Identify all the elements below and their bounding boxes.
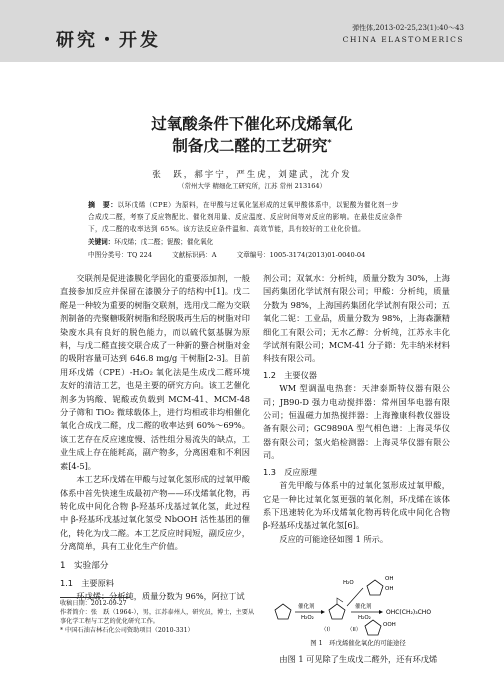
abstract-label: 摘 要：	[88, 200, 118, 209]
epoxide-ring	[329, 604, 345, 619]
affiliation: （常州大学 精细化工研究所，江苏 常州 213164）	[177, 182, 326, 190]
footnote	[60, 599, 255, 635]
abstract-line-1: 摘 要：以环戊烯（CPE）为原料，在甲酸与过氧化氢形成的过氧甲酸体系中，以铌酸为催化剂一步	[88, 200, 399, 209]
diol-ring	[367, 580, 383, 595]
instruments-paragraph: WM 型调温电热套：天津泰斯特仪器有限公司；JB90-D 强力电动搅拌器：常州国华电器有限公司；恒温磁力加热搅拌器：上海豫康科教仪器设备有限公司；GC9890A 型气相色谱：上海灵华仪器有限公司；氢火焰检测器：上海灵华仪器有限公司。	[263, 383, 450, 461]
clc-number: 中图分类号：TQ 224	[88, 251, 153, 259]
epoxide-bridge	[337, 598, 343, 604]
reaction-scheme-figure	[263, 566, 453, 642]
title-line-2	[0, 134, 504, 156]
catalyst-label-2: 催化剂	[355, 604, 372, 610]
subheading-principle: 1.3 反应原理	[263, 466, 317, 477]
article-number: 文章编号：1005-3174(2013)01-0040-04	[236, 251, 366, 259]
classification-meta	[88, 249, 428, 259]
principle-figure-ref: 反应的可能途径如图 1 所示。	[279, 533, 389, 544]
label-i: （I）	[321, 627, 334, 633]
journal-info	[343, 22, 464, 46]
footnote-received: 收稿日期：2012-09-27	[60, 600, 127, 607]
footnote-rule	[60, 597, 130, 598]
authors: 张 跃，郝宇宁，严生虎，刘建武，沈介发	[152, 170, 352, 180]
principle-paragraph: 首先甲酸与体系中的过氧化氢形成过氧甲酸，它是一种比过氧化氢更强的氧化剂，环戊烯在该体系下迅速转化为环戊烯氧化物再转化成中间化合物 β-羟基环戊基过氧化氢[6]。	[263, 480, 450, 531]
intro-paragraph-2: 本工艺环戊烯在甲酸与过氧化氢形成的过氧甲酸体系中首先快速生成最初产物——环戊烯氧化物，再转化成中间化合物 β-羟基环戊基过氧化氢，此过程中 β-羟基环戊基过氧化氢受 NbOOH 活性基团的催化，转化为戊二醛。本工艺反应时间短，副反应少，分离简单，具有工业化生产价值。	[60, 474, 250, 552]
arrow-2-head	[379, 610, 383, 614]
abstract	[88, 199, 424, 235]
catalyst-label-1: 催化剂	[298, 604, 315, 610]
cyclopentene-ring	[275, 604, 291, 619]
hydroperoxide-ring	[365, 620, 381, 635]
keywords	[88, 236, 213, 246]
journal-citation: 弹性体,2013-02-25,23(1):40～43	[352, 24, 464, 32]
footnote-fund: * 中国石油吉林石化公司资助项目（2010-331）	[60, 627, 194, 634]
section-heading-experimental: 1 实验部分	[60, 560, 109, 571]
footnote-author: 作者简介：张 跃（1964-），男，江苏泰州人，研究员，博士，主要从事化学工程与工艺的优化研究工作。	[60, 609, 255, 625]
subheading-instruments: 1.2 主要仪器	[263, 369, 317, 380]
figure-caption: 图 1 环戊烯催化氧化的可能途径	[310, 639, 406, 647]
closing-line: 由图 1 可见除了生成戊二醛外，还有环戊烯	[279, 654, 438, 664]
materials-paragraph: 环戊烯：分析纯，质量分数为 96%，阿拉丁试	[76, 591, 245, 602]
left-column	[60, 272, 250, 604]
hydroperoxide-ooh: OOH	[383, 622, 396, 628]
title-line-2-text: 制备戊二醛的工艺研究	[172, 137, 328, 155]
materials-paragraph-cont: 剂公司；双氧水：分析纯，质量分数为 30%，上海国药集团化学试剂有限公司；甲酸：分析纯，质量分数为 98%，上海国药集团化学试剂有限公司；五氧化二铌：工业品，质量分数为 98%，上海森灏精细化工有限公司；无水乙醇：分析纯，江苏永丰化学试剂有限公司；MCM-41 分子筛：先丰纳米材料科技有限公司。	[263, 273, 450, 364]
journal-header	[0, 0, 504, 62]
title-footnote-mark: *	[327, 137, 332, 147]
diol-oh-1: OH	[385, 576, 394, 582]
reagent-label-1: H₂O₂	[301, 615, 314, 621]
subheading-materials: 1.1 主要原料	[60, 577, 114, 588]
abstract-line-2: 合成戊二醛，考察了反应物配比、催化剂用量、反应温度、反应时间等对反应的影响。在最佳反应条件	[88, 213, 403, 221]
document-code: 文献标识码：A	[172, 251, 217, 259]
product-label: OHC(CH₂)₃CHO	[386, 609, 432, 616]
keywords-label: 关键词：	[88, 238, 115, 246]
intro-paragraph-1: 交联剂是促进漆膜化学固化的重要添加剂，一般直接参加反应并保留在漆膜分子的结构中[1]。戊二醛是一种较为重要的树脂交联剂，选用戊二醛为交联剂制备的壳聚糖吸附树脂和经脱吸再生后的树脂对印染废水具有良好的脱色能力，而以硫代氨基脲为原料，与戊二醛直接交联合成了一种新的螯合树脂对金的吸附容量可达到 646.8 mg/g 干树脂[2-3]。目前用环戊烯（CPE）-H₂O₂ 氧化法是生成戊二醛环境友好的清洁工艺，也是主要的研究方向。该工艺催化剂多为钨酸、铌酸或负载到 MCM-41、MCM-48 分子筛和 TiO₂ 微球载体上，进行均相或非均相催化氧化合成戊二醛，戊二醛的收率达到 60%～69%。该工艺存在反应速度慢、活性组分易流失的缺点，工业生成上存在能耗高，副产物多，分离困难和不利因素[4-5]。	[60, 273, 250, 471]
keywords-text: 环戊烯；戊二醛；铌酸；催化氧化	[114, 238, 214, 246]
reagent-label-2: H₂O₂	[358, 615, 371, 621]
water-label: H₂O	[343, 580, 354, 586]
journal-english-name: CHINA ELASTOMERICS	[342, 35, 464, 44]
label-ii: （II）	[347, 627, 362, 633]
right-column	[263, 272, 450, 546]
diol-oh-2: OH	[385, 586, 394, 592]
title-line-1: 过氧酸条件下催化环戊烯氧化	[151, 115, 353, 133]
abstract-line-3: 下，戊二醛的收率达到 65%。该方法反应条件温和、高效节能，具有较好的工业化价值。	[88, 225, 366, 233]
section-label: 研究・开发	[56, 30, 161, 51]
arrow-1-head	[321, 610, 325, 614]
